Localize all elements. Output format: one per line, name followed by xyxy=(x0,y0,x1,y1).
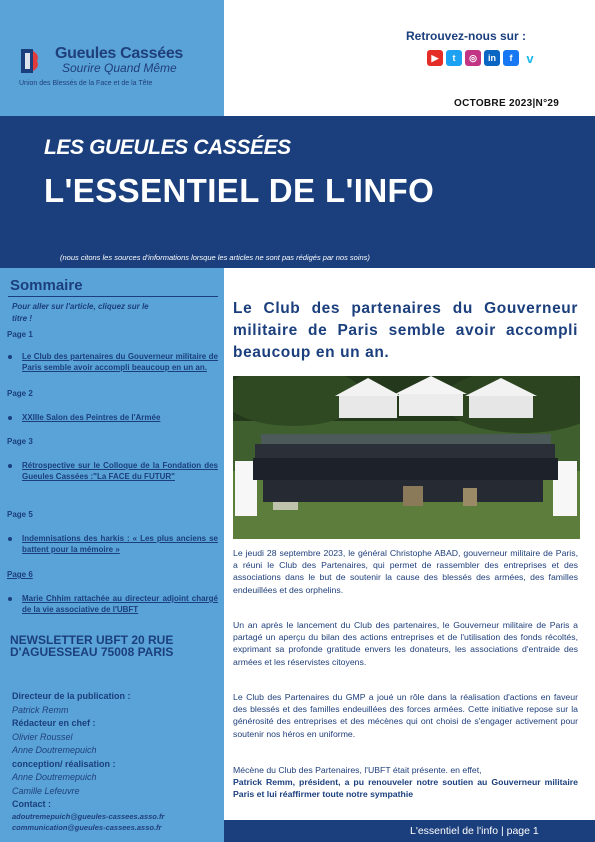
toc-bullet xyxy=(8,355,12,359)
vimeo-icon[interactable]: v xyxy=(522,50,538,66)
director-name: Patrick Remm xyxy=(12,705,69,715)
toc-page-5: Page 5 xyxy=(7,510,33,519)
toc-link-1[interactable]: Le Club des partenaires du Gouverneur militaire de Paris semble avoir accompli beaucoup en un an. xyxy=(22,352,218,372)
toc-page-1: Page 1 xyxy=(7,330,33,339)
linkedin-icon[interactable]: in xyxy=(484,50,500,66)
issue-number: OCTOBRE 2023|N°29 xyxy=(454,98,560,109)
twitter-icon[interactable]: t xyxy=(446,50,462,66)
article-title: Le Club des partenaires du Gouverneur militaire de Paris semble avoir accompli beaucoup en un an. xyxy=(233,300,578,361)
toc-link-5[interactable]: Indemnisations des harkis : « Les plus anciens se battent pour la mémoire » xyxy=(22,534,218,554)
toc-link-3[interactable]: Rétrospective sur le Colloque de la Fondation des Gueules Cassées :"La FACE du FUTUR" xyxy=(22,461,218,481)
newsletter-address: NEWSLETTER UBFT 20 RUE D'AGUESSEAU 75008 PARIS xyxy=(10,633,174,659)
design-label: conception/ réalisation : xyxy=(12,759,116,769)
toc-link-6[interactable]: Marie Chhim rattachée au directeur adjoint chargé de la vie associative de l'UBFT xyxy=(22,594,218,614)
social-links xyxy=(427,50,538,66)
toc-page-6: Page 6 xyxy=(7,570,33,579)
toc-bullet xyxy=(8,537,12,541)
editors-label: Rédacteur en chef : xyxy=(12,718,96,728)
article-paragraph: Un an après le lancement du Club des partenaires, le Gouverneur militaire de Paris a partagé un aperçu du bilan des actions entreprises et de l'utilisation des fonds récoltés, exprimant sa profonde gratitude envers les donateurs, les associations d'entraide des armées et les réservistes citoyens. xyxy=(233,620,578,667)
editor-name: Anne Doutremepuich xyxy=(12,745,97,755)
contact-label: Contact : xyxy=(12,799,51,809)
contact-email[interactable]: adoutremepuich@gueules-cassees.asso.fr xyxy=(12,812,165,821)
follow-label: Retrouvez-nous sur : xyxy=(406,29,527,43)
editor-name: Olivier Roussel xyxy=(12,732,73,742)
logo-tagline: Sourire Quand Même xyxy=(62,61,177,75)
contact-email[interactable]: communication@gueules-cassees.asso.fr xyxy=(12,823,162,832)
toc-page-2: Page 2 xyxy=(7,389,33,398)
toc-page-3: Page 3 xyxy=(7,437,33,446)
sommaire-divider xyxy=(8,296,218,297)
instagram-icon[interactable]: ◎ xyxy=(465,50,481,66)
article-paragraph: Le jeudi 28 septembre 2023, le général Christophe ABAD, gouverneur militaire de Paris, a réuni le Club des Partenaires, qui permet de rassembler des entreprises et des associations dans le but de soutenir la cause des blessés des armées, des familles endeuillées et des orphelins. xyxy=(233,548,578,595)
designer-name: Camille Lefeuvre xyxy=(12,786,80,796)
sommaire-title: Sommaire xyxy=(10,277,83,294)
header-note: (nous citons les sources d'informations lorsque les articles ne sont pas rédigés par nos soins) xyxy=(60,253,370,262)
article-paragraph: Le Club des Partenaires du GMP a joué un rôle dans la réalisation d'actions en faveur des blessés et des familles endeuillées des forces armées. Cette initiative repose sur la générosité des entreprises et des mécènes qui ont choisi de s'engager activement pour soutenir nos héros en uniforme. xyxy=(233,692,578,739)
sommaire-hint: Pour aller sur l'article, cliquez sur le titre ! xyxy=(12,302,149,323)
header-title: L'ESSENTIEL DE L'INFO xyxy=(44,172,435,209)
header-kicker: LES GUEULES CASSÉES xyxy=(44,136,291,159)
logo-subtitle: Union des Blessés de la Face et de la Tête xyxy=(19,80,153,87)
logo-icon xyxy=(19,47,41,75)
toc-bullet xyxy=(8,597,12,601)
footer-page-label: L'essentiel de l'info | page 1 xyxy=(410,825,539,837)
article-paragraph: Mécène du Club des Partenaires, l'UBFT était présente. en effet, xyxy=(233,765,482,775)
youtube-icon[interactable]: ▶ xyxy=(427,50,443,66)
facebook-icon[interactable]: f xyxy=(503,50,519,66)
article-closing: Patrick Remm, président, a pu renouveler notre soutien au Gouverneur militaire Paris et lui réaffirmer toute notre sympathie xyxy=(233,777,578,800)
group-photo xyxy=(233,376,580,539)
logo-name: Gueules Cassées xyxy=(55,45,184,62)
toc-bullet xyxy=(8,416,12,420)
designer-name: Anne Doutremepuich xyxy=(12,772,97,782)
director-label: Directeur de la publication : xyxy=(12,691,131,701)
toc-link-2[interactable]: XXIIIe Salon des Peintres de l'Armée xyxy=(22,413,161,422)
toc-bullet xyxy=(8,464,12,468)
